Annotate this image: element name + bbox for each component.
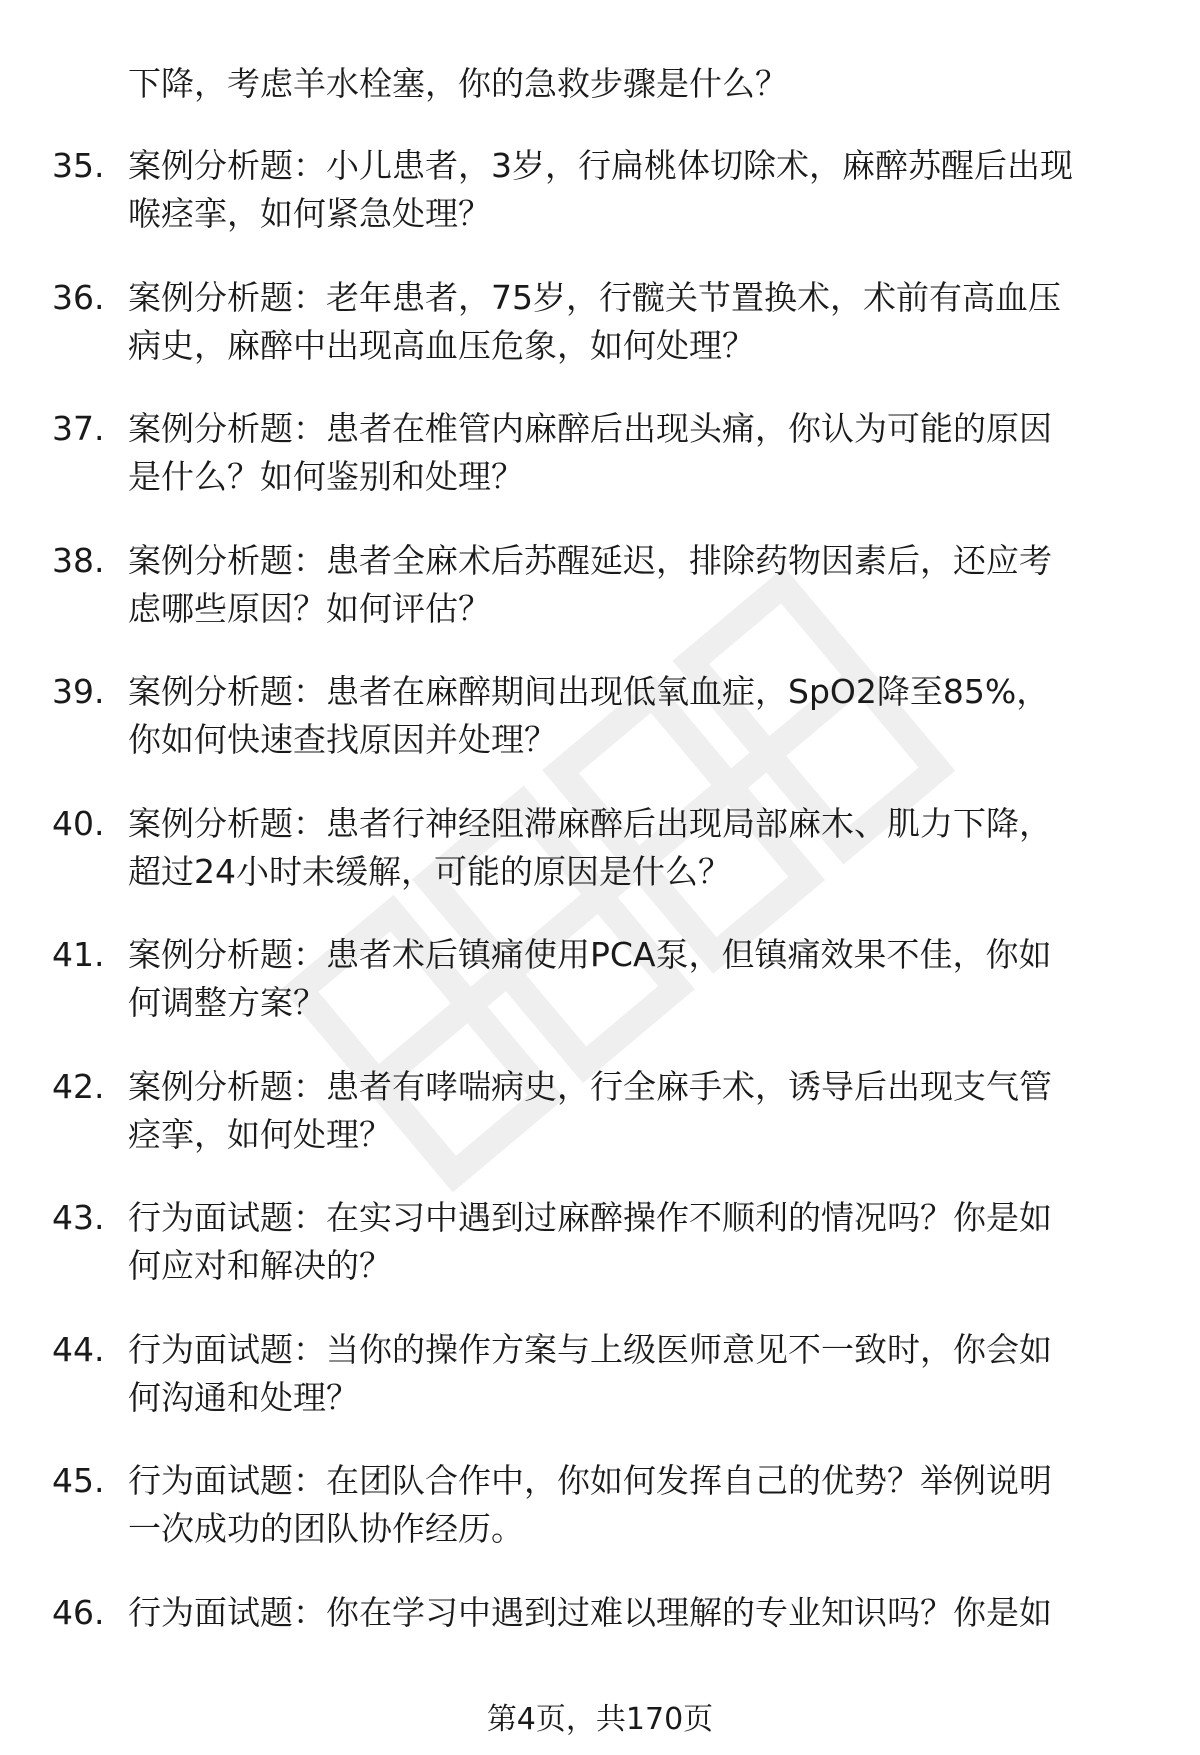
question-number: 40. (52, 803, 105, 843)
question-text-line: 案例分析题：患者在椎管内麻醉后出现头痛，你认为可能的原因 (128, 409, 1052, 448)
question-text-line: 痉挛，如何处理？ (128, 1114, 392, 1154)
question-text-line: 行为面试题：在实习中遇到过麻醉操作不顺利的情况吗？你是如 (128, 1198, 1052, 1237)
question-text-line: 案例分析题：患者行神经阻滞麻醉后出现局部麻木、肌力下降， (128, 803, 1052, 843)
question-number: 39. (52, 672, 105, 711)
question-item (0, 933, 1200, 1065)
question-text-line: 案例分析题：老年患者，75岁，行髋关节置换术，术前有高血压 (128, 277, 1061, 317)
question-number: 42. (52, 1066, 105, 1106)
question-text-line: 是什么？如何鉴别和处理？ (128, 457, 524, 496)
question-item (0, 1459, 1200, 1591)
question-text-line: 行为面试题：在团队合作中，你如何发挥自己的优势？举例说明 (128, 1461, 1052, 1500)
question-text-line: 行为面试题：你在学习中遇到过难以理解的专业知识吗？你是如 (128, 1592, 1052, 1632)
question-text-line: 你如何快速查找原因并处理？ (128, 720, 557, 759)
question-number: 46. (52, 1592, 105, 1632)
question-item (0, 276, 1200, 408)
question-item (0, 670, 1200, 802)
question-number: 38. (52, 540, 105, 580)
continuation-text: 下降，考虑羊水栓塞，你的急救步骤是什么？ (128, 64, 788, 103)
question-text-line: 超过24小时未缓解，可能的原因是什么？ (128, 851, 731, 891)
question-text-line: 案例分析题：患者全麻术后苏醒延迟，排除药物因素后，还应考 (128, 540, 1052, 580)
question-text-line: 喉痉挛，如何紧急处理？ (128, 194, 491, 233)
question-text-line: 病史，麻醉中出现高血压危象，如何处理？ (128, 325, 755, 365)
question-item (0, 144, 1200, 276)
question-number: 41. (52, 935, 105, 974)
question-text-line: 何沟通和处理？ (128, 1377, 359, 1417)
question-text-line: 案例分析题：患者在麻醉期间出现低氧血症，SpO2降至85%， (128, 672, 1050, 711)
question-text-line: 何应对和解决的？ (128, 1246, 392, 1285)
question-text-line: 案例分析题：患者术后镇痛使用PCA泵，但镇痛效果不佳，你如 (128, 935, 1052, 974)
page-footer: 第4页，共170页 (486, 1702, 714, 1737)
question-item (0, 1065, 1200, 1197)
question-list (0, 144, 1200, 1722)
question-number: 45. (52, 1461, 105, 1500)
question-number: 35. (52, 146, 105, 185)
question-text-line: 案例分析题：患者有哮喘病史，行全麻手术，诱导后出现支气管 (128, 1066, 1052, 1106)
question-text-line: 虑哪些原因？如何评估？ (128, 588, 491, 628)
question-text-line: 行为面试题：当你的操作方案与上级医师意见不一致时，你会如 (128, 1329, 1052, 1369)
question-item (0, 407, 1200, 539)
question-item (0, 539, 1200, 671)
question-number: 37. (52, 409, 105, 448)
question-text-line: 案例分析题：小儿患者，3岁，行扁桃体切除术，麻醉苏醒后出现 (128, 146, 1073, 185)
question-number: 43. (52, 1198, 105, 1237)
question-item (0, 802, 1200, 934)
question-text-line: 一次成功的团队协作经历。 (128, 1509, 524, 1548)
question-number: 44. (52, 1329, 105, 1369)
question-item (0, 1196, 1200, 1328)
question-item (0, 1328, 1200, 1460)
question-number: 36. (52, 277, 105, 317)
question-text-line: 何调整方案？ (128, 983, 326, 1022)
